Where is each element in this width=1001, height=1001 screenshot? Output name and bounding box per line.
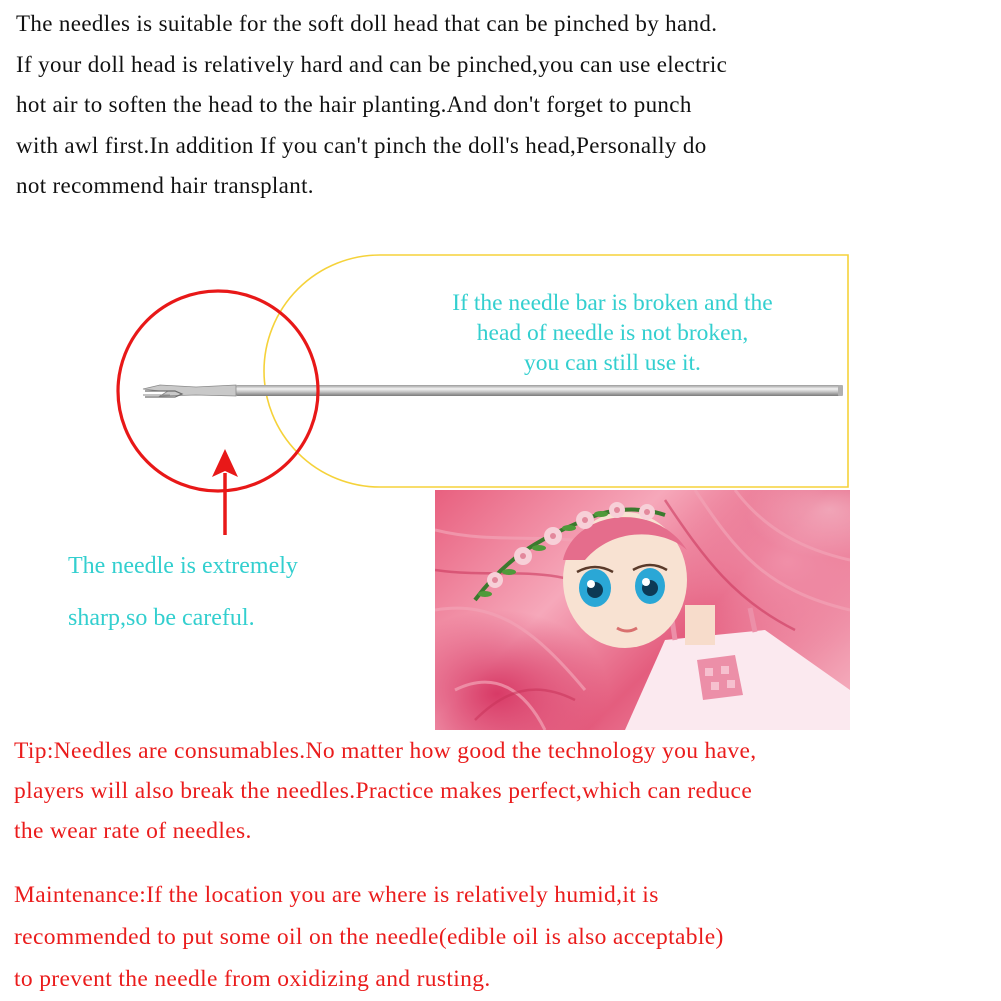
tip-line-2: players will also break the needles.Practice makes perfect,which can reduce	[14, 778, 753, 804]
maintenance-line-2: recommended to put some oil on the needle(edible oil is also acceptable)	[14, 924, 724, 950]
intro-line-5: not recommend hair transplant.	[16, 173, 314, 198]
tip-line-3: the wear rate of needles.	[14, 818, 252, 844]
sharp-warning-note	[68, 540, 408, 644]
callout-line-1: If the needle bar is broken and the	[452, 290, 773, 316]
intro-line-1: The needles is suitable for the soft doll head that can be pinched by hand.	[16, 11, 718, 36]
needle-image	[143, 385, 843, 397]
maintenance-line-1: Maintenance:If the location you are where is relatively humid,it is	[14, 882, 659, 908]
sharp-note-line-2: sharp,so be careful.	[68, 605, 255, 631]
maintenance-paragraph	[14, 874, 994, 1000]
tip-paragraph	[14, 731, 994, 851]
maintenance-line-3: to prevent the needle from oxidizing and rusting.	[14, 966, 491, 992]
callout-line-2: head of needle is not broken,	[476, 320, 749, 346]
intro-line-4: with awl first.In addition If you can't pinch the doll's head,Personally do	[16, 132, 707, 158]
callout-text	[330, 288, 895, 378]
tip-line-1: Tip:Needles are consumables.No matter how good the technology you have,	[14, 738, 757, 764]
intro-paragraph	[16, 4, 991, 207]
callout-line-3: you can still use it.	[524, 350, 701, 376]
intro-line-3: hot air to soften the head to the hair planting.And don't forget to punch	[16, 92, 692, 117]
sharp-note-line-1: The needle is extremely	[68, 553, 298, 579]
intro-line-2: If your doll head is relatively hard and can be pinched,you can use electric	[16, 51, 728, 77]
doll-photo	[435, 490, 850, 730]
